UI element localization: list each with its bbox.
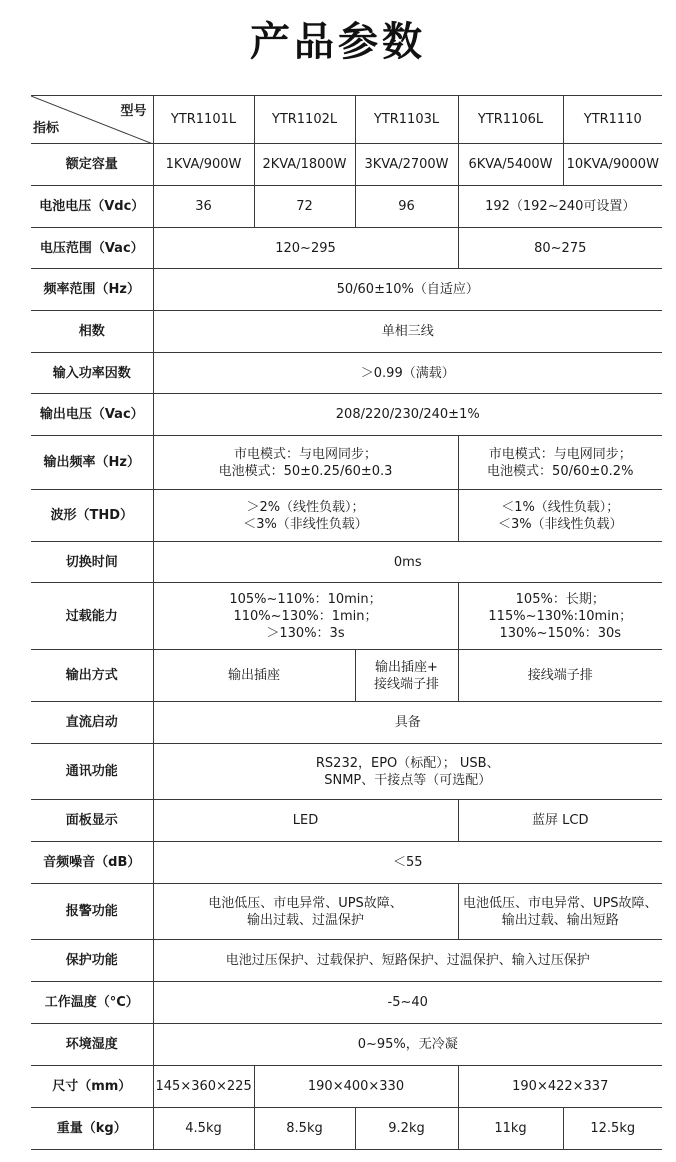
table-cell: ＜1%（线性负载）； ＜3%（非线性负载） bbox=[458, 490, 662, 542]
table-cell: 输出插座 bbox=[153, 650, 355, 702]
row-label: 输出电压（Vac） bbox=[31, 394, 153, 436]
table-cell: 0ms bbox=[153, 542, 662, 583]
table-cell: 72 bbox=[254, 186, 355, 228]
table-cell: 10KVA/9000W bbox=[563, 144, 662, 186]
row-label: 频率范围（Hz） bbox=[31, 269, 153, 311]
row-label: 音频噪音（dB） bbox=[31, 842, 153, 884]
table-row bbox=[31, 583, 662, 650]
model-header: YTR1110 bbox=[563, 96, 662, 144]
table-row bbox=[31, 394, 662, 436]
corner-spec-label: 指标 bbox=[33, 121, 60, 136]
header-row bbox=[31, 96, 662, 144]
row-label: 输入功率因数 bbox=[31, 353, 153, 394]
row-label: 重量（kg） bbox=[31, 1108, 153, 1150]
table-cell: 电池低压、市电异常、UPS故障、 输出过载、输出短路 bbox=[458, 884, 662, 940]
page-title: 产品参数 bbox=[250, 19, 426, 65]
table-cell: 96 bbox=[355, 186, 458, 228]
model-header: YTR1102L bbox=[254, 96, 355, 144]
row-label: 切换时间 bbox=[31, 542, 153, 583]
table-cell: 11kg bbox=[458, 1108, 563, 1150]
row-label: 工作温度（°C） bbox=[31, 982, 153, 1024]
table-cell: 接线端子排 bbox=[458, 650, 662, 702]
table-row bbox=[31, 744, 662, 800]
header-corner-cell bbox=[31, 96, 153, 144]
table-cell: 0~95%，无冷凝 bbox=[153, 1024, 662, 1066]
table-cell: ＜55 bbox=[153, 842, 662, 884]
row-label: 相数 bbox=[31, 311, 153, 353]
table-row bbox=[31, 186, 662, 228]
table-row bbox=[31, 144, 662, 186]
table-cell: 145×360×225 bbox=[153, 1066, 254, 1108]
table-row bbox=[31, 436, 662, 490]
table-cell: ＞2%（线性负载）； ＜3%（非线性负载） bbox=[153, 490, 458, 542]
table-cell: 190×422×337 bbox=[458, 1066, 662, 1108]
row-label: 输出频率（Hz） bbox=[31, 436, 153, 490]
table-row bbox=[31, 353, 662, 394]
table-cell: 80~275 bbox=[458, 228, 662, 269]
table-cell: 12.5kg bbox=[563, 1108, 662, 1150]
model-header: YTR1103L bbox=[355, 96, 458, 144]
table-cell: 6KVA/5400W bbox=[458, 144, 563, 186]
row-label: 环境湿度 bbox=[31, 1024, 153, 1066]
model-header: YTR1101L bbox=[153, 96, 254, 144]
row-label: 过载能力 bbox=[31, 583, 153, 650]
table-cell: 蓝屏 LCD bbox=[458, 800, 662, 842]
row-label: 报警功能 bbox=[31, 884, 153, 940]
table-cell: 192（192~240可设置） bbox=[458, 186, 662, 228]
table-cell: 输出插座+ 接线端子排 bbox=[355, 650, 458, 702]
table-row bbox=[31, 842, 662, 884]
table-cell: 具备 bbox=[153, 702, 662, 744]
table-row bbox=[31, 1066, 662, 1108]
table-row bbox=[31, 311, 662, 353]
table-row bbox=[31, 490, 662, 542]
row-label: 电池电压（Vdc） bbox=[31, 186, 153, 228]
row-label: 输出方式 bbox=[31, 650, 153, 702]
table-row bbox=[31, 650, 662, 702]
row-label: 波形（THD） bbox=[31, 490, 153, 542]
table-row bbox=[31, 702, 662, 744]
table-cell: 电池过压保护、过载保护、短路保护、过温保护、输入过压保护 bbox=[153, 940, 662, 982]
table-cell: 190×400×330 bbox=[254, 1066, 458, 1108]
table-cell: 105%~110%：10min； 110%~130%：1min； ＞130%：3s bbox=[153, 583, 458, 650]
table-cell: RS232，EPO（标配）； USB、 SNMP、干接点等（可选配） bbox=[153, 744, 662, 800]
table-cell: 105%：长期； 115%~130%:10min； 130%~150%：30s bbox=[458, 583, 662, 650]
row-label: 面板显示 bbox=[31, 800, 153, 842]
row-label: 保护功能 bbox=[31, 940, 153, 982]
table-cell: 单相三线 bbox=[153, 311, 662, 353]
table-row bbox=[31, 940, 662, 982]
table-cell: 120~295 bbox=[153, 228, 458, 269]
spec-table bbox=[31, 95, 662, 1150]
row-label: 电压范围（Vac） bbox=[31, 228, 153, 269]
model-header: YTR1106L bbox=[458, 96, 563, 144]
row-label: 直流启动 bbox=[31, 702, 153, 744]
table-cell: ＞0.99（满载） bbox=[153, 353, 662, 394]
corner-model-label: 型号 bbox=[120, 104, 147, 119]
table-cell: LED bbox=[153, 800, 458, 842]
table-cell: 9.2kg bbox=[355, 1108, 458, 1150]
table-row bbox=[31, 1024, 662, 1066]
table-row bbox=[31, 1108, 662, 1150]
table-cell: 1KVA/900W bbox=[153, 144, 254, 186]
table-row bbox=[31, 542, 662, 583]
row-label: 尺寸（mm） bbox=[31, 1066, 153, 1108]
table-row bbox=[31, 228, 662, 269]
table-row bbox=[31, 982, 662, 1024]
table-row bbox=[31, 800, 662, 842]
row-label: 通讯功能 bbox=[31, 744, 153, 800]
table-cell: 电池低压、市电异常、UPS故障、 输出过载、过温保护 bbox=[153, 884, 458, 940]
table-cell: 50/60±10%（自适应） bbox=[153, 269, 662, 311]
table-cell: 4.5kg bbox=[153, 1108, 254, 1150]
table-cell: 2KVA/1800W bbox=[254, 144, 355, 186]
table-cell: 208/220/230/240±1% bbox=[153, 394, 662, 436]
table-cell: 3KVA/2700W bbox=[355, 144, 458, 186]
table-cell: 36 bbox=[153, 186, 254, 228]
table-row bbox=[31, 269, 662, 311]
table-cell: 市电模式：与电网同步； 电池模式：50/60±0.2% bbox=[458, 436, 662, 490]
table-cell: 市电模式：与电网同步； 电池模式：50±0.25/60±0.3 bbox=[153, 436, 458, 490]
table-cell: 8.5kg bbox=[254, 1108, 355, 1150]
row-label: 额定容量 bbox=[31, 144, 153, 186]
table-row bbox=[31, 884, 662, 940]
table-cell: -5~40 bbox=[153, 982, 662, 1024]
